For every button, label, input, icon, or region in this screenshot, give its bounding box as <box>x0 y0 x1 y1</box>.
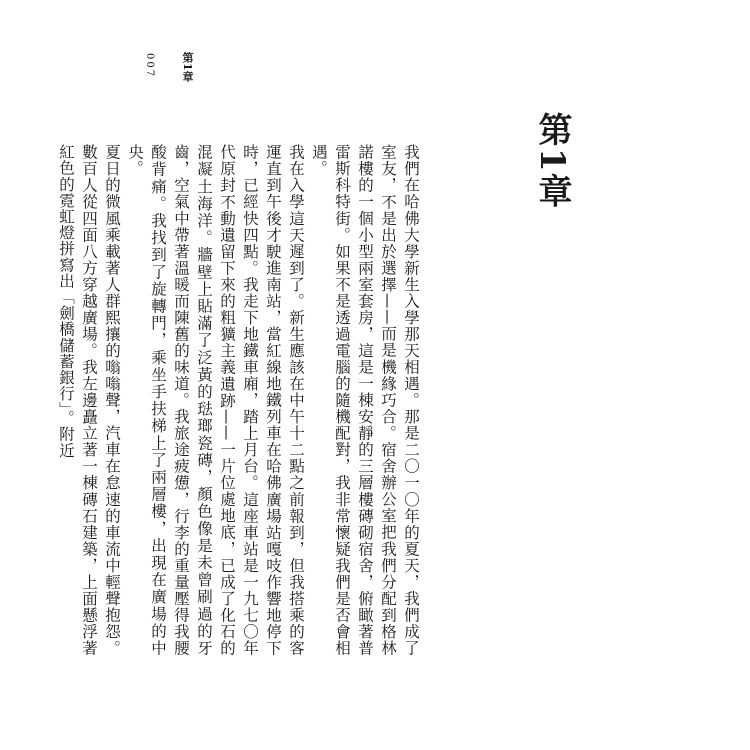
chapter-title: 第1章 <box>532 112 572 210</box>
paragraph-2: 我在入學這天遲到了。新生應該在中午十二點之前報到，但我搭乘的客運直到午後才駛進南站，當紅線地鐵列車在哈佛廣場站嘎吱作響地停下時，已經快四點。我走下地鐵車廂，踏上月台。這座車站是一九七〇年代原封不動遺留下來的粗獷主義遺跡——一片位處地底，已成了化石的混凝土海洋。牆壁上貼滿了泛黃的琺瑯瓷磚，顏色像是未曾刷過的牙齒，空氣中帶著溫暖而陳舊的味道。我旅途疲憊，行李的重量壓得我腰酸背痛。我找到了旋轉門，乘坐手扶梯上了兩層樓，出現在廣場的中央。 <box>126 144 305 656</box>
running-head: 第1章 <box>181 52 194 82</box>
paragraph-1: 我們在哈佛大學新生入學那天相遇。那是二〇一〇年的夏天，我們成了室友，不是出於選擇——而是機緣巧合。宿舍辦公室把我們分配到格林諾樓的一個小型兩室套房，這是一棟安靜的三層樓磚砌宿舍，俯瞰著普雷斯科特街。如果不是透過電腦的隨機配對，我非常懷疑我們是否會相遇。 <box>310 144 420 656</box>
paragraph-3: 夏日的微風乘載著人群熙攘的嗡嗡聲，汽車在怠速的車流中輕聲抱怨。數百人從四面八方穿越廣場。我左邊矗立著一棟磚石建築，上面懸浮著紅色的霓虹燈拼寫出「劍橋儲蓄銀行」。附近 <box>57 144 121 656</box>
body-text <box>0 144 422 656</box>
page-number: 007 <box>144 53 155 79</box>
